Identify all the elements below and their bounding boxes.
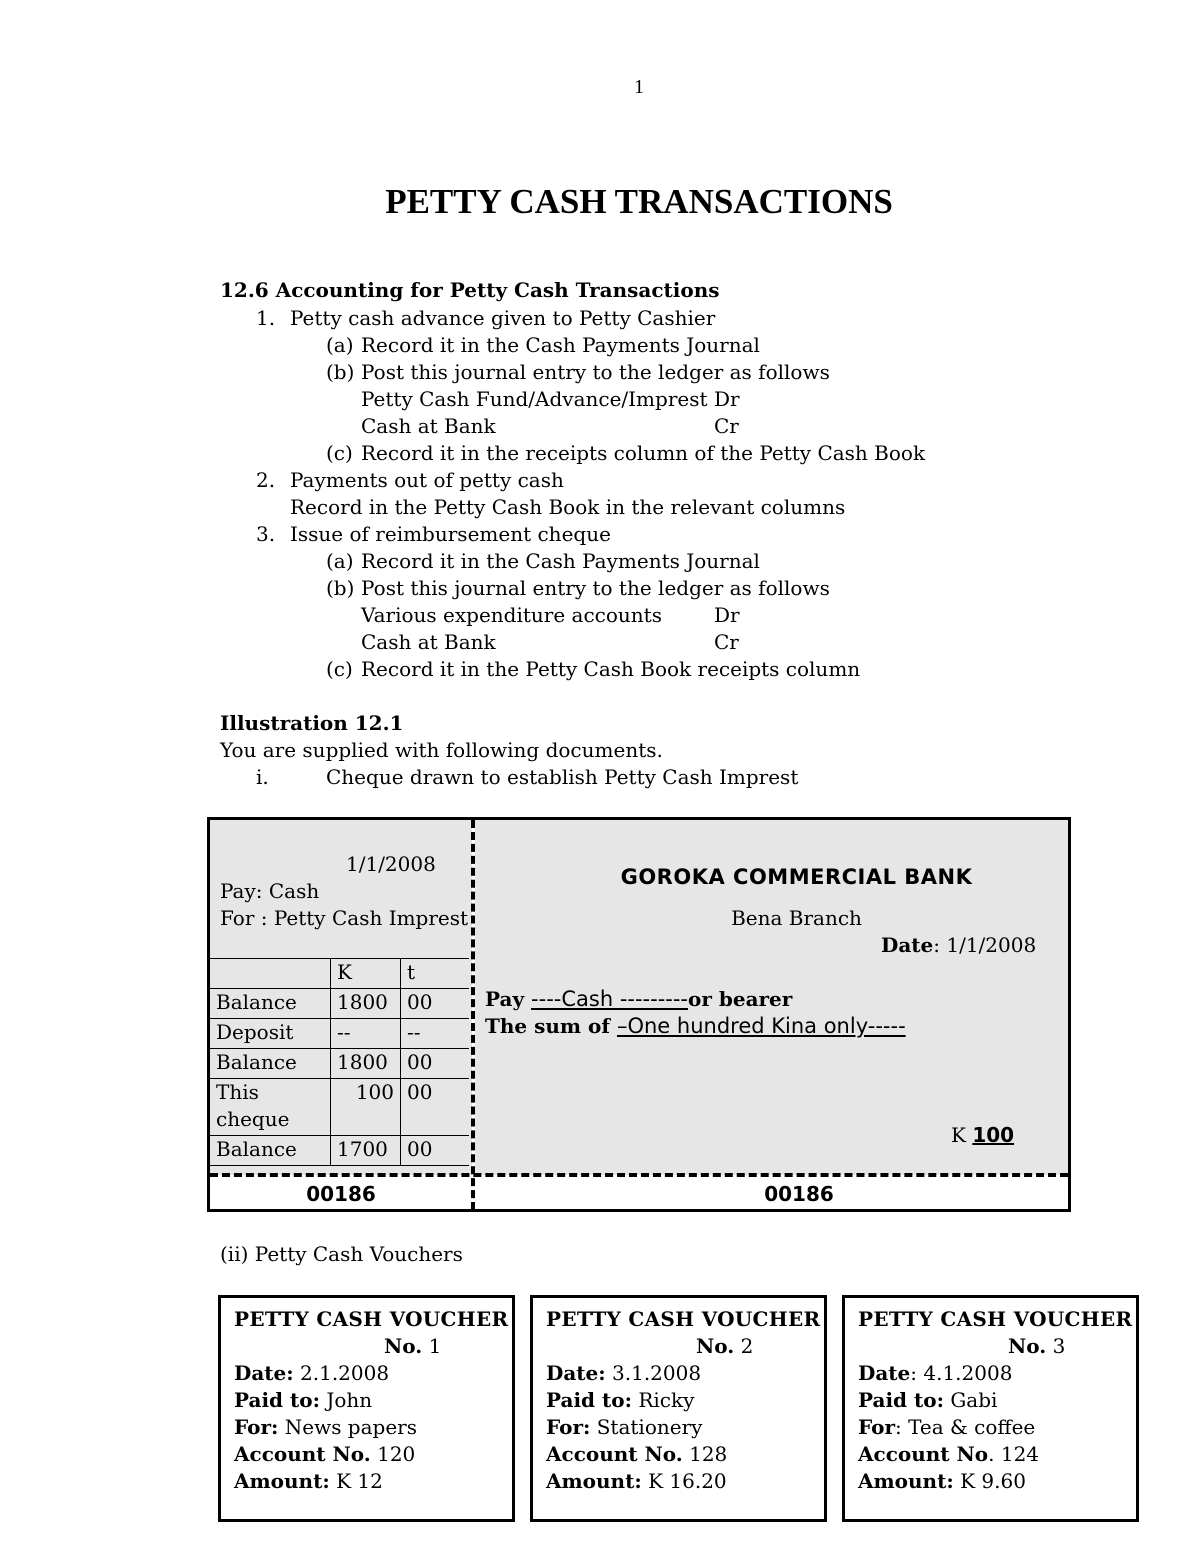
table-cell: --: [331, 1019, 401, 1049]
list-subitem-text: Record it in the Cash Payments Journal: [361, 333, 760, 357]
voucher-number-label: No.: [384, 1334, 423, 1358]
table-header-k: K: [331, 959, 401, 989]
list-subitem-text: Record it in the receipts column of the Petty Cash Book: [361, 441, 926, 465]
ledger-entry-account: Petty Cash Fund/Advance/Imprest: [361, 387, 708, 411]
page-title: PETTY CASH TRANSACTIONS: [385, 182, 893, 221]
field-label: Account No: [858, 1442, 989, 1466]
sum-value: –One hundred Kina only-----: [616, 1014, 906, 1038]
illustration-intro: You are supplied with following documents.: [220, 738, 663, 762]
voucher-number: [858, 1333, 1136, 1360]
ledger-entry-account: Cash at Bank: [361, 414, 496, 438]
list-item-num: 2.: [256, 468, 276, 492]
cheque-amount: [951, 1122, 1014, 1149]
date-value: : 1/1/2008: [933, 933, 1037, 957]
cheque-date: [881, 932, 1036, 959]
voucher-paid-to: [234, 1387, 512, 1414]
list-subitem-text: Post this journal entry to the ledger as follows: [361, 576, 830, 600]
table-cell: 00: [401, 1136, 470, 1166]
list-subitem-num: (c): [326, 441, 353, 465]
amount-prefix: K: [951, 1123, 973, 1147]
field-value: Ricky: [631, 1388, 695, 1412]
table-cell: This cheque: [210, 1079, 331, 1136]
voucher-account: [546, 1441, 824, 1468]
field-value: 2.1.2008: [293, 1361, 390, 1385]
voucher-number-value: 1: [422, 1334, 442, 1358]
voucher-account: [858, 1441, 1136, 1468]
field-value: : Tea & coffee: [894, 1415, 1036, 1439]
voucher-number: [234, 1333, 512, 1360]
pay-label: Pay: [485, 987, 532, 1011]
field-value: K 16.20: [641, 1469, 727, 1493]
stub-balance-table: [210, 958, 469, 1166]
voucher-title: PETTY CASH VOUCHER: [546, 1307, 821, 1331]
table-cell: Deposit: [210, 1019, 331, 1049]
field-value: 128: [682, 1442, 728, 1466]
stub-pay: Pay: Cash: [220, 879, 320, 903]
table-cell: 1700: [331, 1136, 401, 1166]
pay-suffix: or bearer: [688, 987, 793, 1011]
vouchers-heading: (ii) Petty Cash Vouchers: [220, 1242, 463, 1266]
table-cell: 1800: [331, 989, 401, 1019]
table-cell: [210, 959, 331, 989]
ledger-entry-side: Dr: [714, 603, 740, 627]
field-label: Amount:: [858, 1469, 954, 1493]
stub-for: For : Petty Cash Imprest: [220, 906, 469, 930]
ledger-entry-account: Cash at Bank: [361, 630, 496, 654]
petty-cash-voucher: [218, 1295, 515, 1522]
stub-date: 1/1/2008: [346, 852, 436, 876]
ledger-entry-account: Various expenditure accounts: [361, 603, 662, 627]
field-label: Date: [858, 1361, 911, 1385]
field-value: : 4.1.2008: [910, 1361, 1013, 1385]
field-value: Stationery: [590, 1415, 703, 1439]
cheque: [207, 817, 1071, 1212]
field-label: For:: [234, 1415, 279, 1439]
table-cell: 00: [401, 1049, 470, 1079]
voucher-title: PETTY CASH VOUCHER: [234, 1307, 509, 1331]
list-subitem-text: Record it in the Petty Cash Book receipts column: [361, 657, 861, 681]
pay-line: [485, 986, 792, 1013]
table-row: [210, 989, 469, 1019]
voucher-number-value: 3: [1046, 1334, 1066, 1358]
field-value: K 12: [329, 1469, 383, 1493]
field-label: Account No.: [546, 1442, 683, 1466]
voucher-number: [546, 1333, 824, 1360]
date-label: Date: [881, 933, 934, 957]
perforation-line: [471, 820, 475, 1210]
list-subitem-text: Post this journal entry to the ledger as follows: [361, 360, 830, 384]
table-cell: Balance: [210, 1136, 331, 1166]
field-label: For:: [546, 1415, 591, 1439]
voucher-number-value: 2: [734, 1334, 754, 1358]
cheque-number: 00186: [764, 1182, 834, 1206]
list-item-text: Petty cash advance given to Petty Cashier: [290, 306, 716, 330]
list-item: 1.: [256, 306, 276, 330]
bank-name: GOROKA COMMERCIAL BANK: [620, 865, 973, 889]
sum-line: [485, 1013, 906, 1040]
list-item-text: Issue of reimbursement cheque: [290, 522, 611, 546]
list-item-text: Record in the Petty Cash Book in the relevant columns: [290, 495, 846, 519]
amount-value: 100: [972, 1123, 1015, 1147]
table-row: [210, 1079, 469, 1136]
table-header-t: t: [401, 959, 470, 989]
illustration-item-num: i.: [256, 765, 269, 789]
table-cell: Balance: [210, 1049, 331, 1079]
list-subitem-text: Record it in the Cash Payments Journal: [361, 549, 760, 573]
voucher-number-label: No.: [696, 1334, 735, 1358]
table-cell: 1800: [331, 1049, 401, 1079]
table-row: [210, 1049, 469, 1079]
illustration-heading: Illustration 12.1: [220, 711, 404, 735]
field-value: 3.1.2008: [605, 1361, 702, 1385]
list-item-num: 3.: [256, 522, 276, 546]
field-value: . 124: [988, 1442, 1040, 1466]
petty-cash-voucher: [530, 1295, 827, 1522]
table-cell: Balance: [210, 989, 331, 1019]
field-value: Gabi: [943, 1388, 998, 1412]
voucher-paid-to: [858, 1387, 1136, 1414]
sum-label: The sum of: [485, 1014, 617, 1038]
voucher-date: [546, 1360, 824, 1387]
field-value: News papers: [278, 1415, 417, 1439]
voucher-amount: [234, 1468, 512, 1495]
cheque-stub: [210, 820, 472, 1175]
field-label: Account No.: [234, 1442, 371, 1466]
voucher-for: [546, 1414, 824, 1441]
cheque-body: [475, 820, 1068, 1175]
voucher-title: PETTY CASH VOUCHER: [858, 1307, 1133, 1331]
field-label: Paid to:: [546, 1388, 632, 1412]
section-heading: 12.6 Accounting for Petty Cash Transactions: [220, 278, 720, 302]
field-label: Paid to:: [858, 1388, 944, 1412]
voucher-number-label: No.: [1008, 1334, 1047, 1358]
list-subitem-num: (a): [326, 549, 354, 573]
voucher-for: [234, 1414, 512, 1441]
list-subitem-num: (b): [326, 360, 355, 384]
voucher-paid-to: [546, 1387, 824, 1414]
table-row: [210, 1136, 469, 1166]
table-row: [210, 1019, 469, 1049]
voucher-amount: [858, 1468, 1136, 1495]
voucher-date: [858, 1360, 1136, 1387]
page-number: 1: [634, 76, 644, 98]
ledger-entry-side: Cr: [714, 630, 739, 654]
bank-branch: Bena Branch: [731, 906, 862, 930]
list-subitem-num: (a): [326, 333, 354, 357]
table-row: [210, 959, 469, 989]
field-value: 120: [370, 1442, 416, 1466]
field-value: K 9.60: [953, 1469, 1026, 1493]
pay-value: ----Cash ---------: [531, 987, 689, 1011]
table-cell: 00: [401, 989, 470, 1019]
field-label: Paid to:: [234, 1388, 320, 1412]
field-label: Date:: [234, 1361, 294, 1385]
ledger-entry-side: Cr: [714, 414, 739, 438]
voucher-date: [234, 1360, 512, 1387]
voucher-account: [234, 1441, 512, 1468]
voucher-for: [858, 1414, 1136, 1441]
table-cell: 100: [331, 1079, 401, 1136]
field-label: Amount:: [234, 1469, 330, 1493]
field-label: For: [858, 1415, 895, 1439]
voucher-amount: [546, 1468, 824, 1495]
table-cell: 00: [401, 1079, 470, 1136]
table-cell: --: [401, 1019, 470, 1049]
petty-cash-voucher: [842, 1295, 1139, 1522]
illustration-item-text: Cheque drawn to establish Petty Cash Imprest: [326, 765, 799, 789]
list-item-text: Payments out of petty cash: [290, 468, 564, 492]
list-subitem-num: (c): [326, 657, 353, 681]
field-label: Amount:: [546, 1469, 642, 1493]
list-subitem-num: (b): [326, 576, 355, 600]
field-label: Date:: [546, 1361, 606, 1385]
ledger-entry-side: Dr: [714, 387, 740, 411]
perforation-line: [210, 1173, 1068, 1177]
stub-cheque-number: 00186: [306, 1182, 376, 1206]
field-value: John: [319, 1388, 373, 1412]
